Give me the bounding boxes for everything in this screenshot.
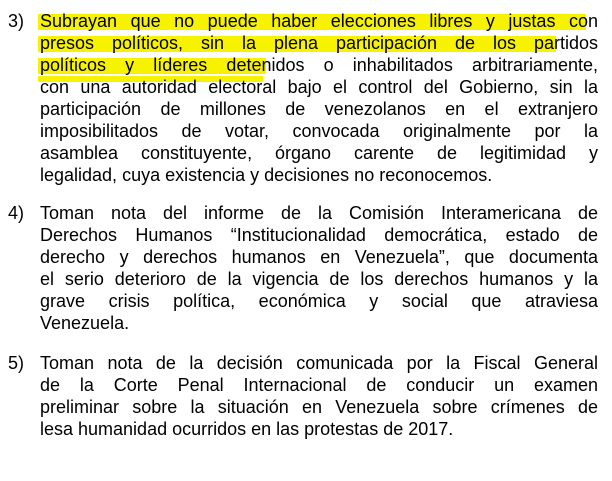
text-line: el serio deterioro de la vigencia de los derechos humanos y la (40, 269, 598, 289)
text-line: imposibilitados de votar, convocada originalmente por la (40, 121, 598, 141)
list-number: 4) (8, 203, 25, 223)
text-line: de la Corte Penal Internacional de conducir un examen (40, 375, 598, 395)
text-line: Toman nota de la decisión comunicada por la Fiscal General (40, 353, 598, 373)
list-number: 5) (8, 353, 25, 373)
text-line: asamblea constituyente, órgano carente de legitimidad y (40, 143, 598, 163)
text-line: derecho y derechos humanos en Venezuela”, que documenta (40, 247, 598, 267)
list-item-text (40, 10, 598, 186)
text-line: lesa humanidad ocurridos en las protestas de 2017. (40, 419, 454, 439)
list-item-text (40, 352, 598, 440)
text-line: Derechos Humanos “Institucionalidad democrática, estado de (40, 225, 598, 245)
text-line: preliminar sobre la situación en Venezuela sobre crímenes de (40, 397, 598, 417)
text-line: grave crisis política, económica y social que atraviesa (40, 291, 598, 311)
list-number: 3) (8, 11, 25, 31)
text-line: Toman nota del informe de la Comisión Interamericana de (40, 203, 598, 223)
text-line: participación de millones de venezolanos en el extranjero (40, 99, 598, 119)
text-line: Venezuela. (40, 313, 130, 333)
text-line: con una autoridad electoral bajo el control del Gobierno, sin la (40, 77, 598, 97)
list-item-text (40, 202, 598, 334)
text-line: políticos y líderes detenidos o inhabilitados arbitrariamente, (40, 55, 598, 75)
text-line: legalidad, cuya existencia y decisiones no reconocemos. (40, 165, 493, 185)
text-line: presos políticos, sin la plena participación de los partidos (40, 33, 598, 53)
text-line: Subrayan que no puede haber elecciones libres y justas con (40, 11, 598, 31)
